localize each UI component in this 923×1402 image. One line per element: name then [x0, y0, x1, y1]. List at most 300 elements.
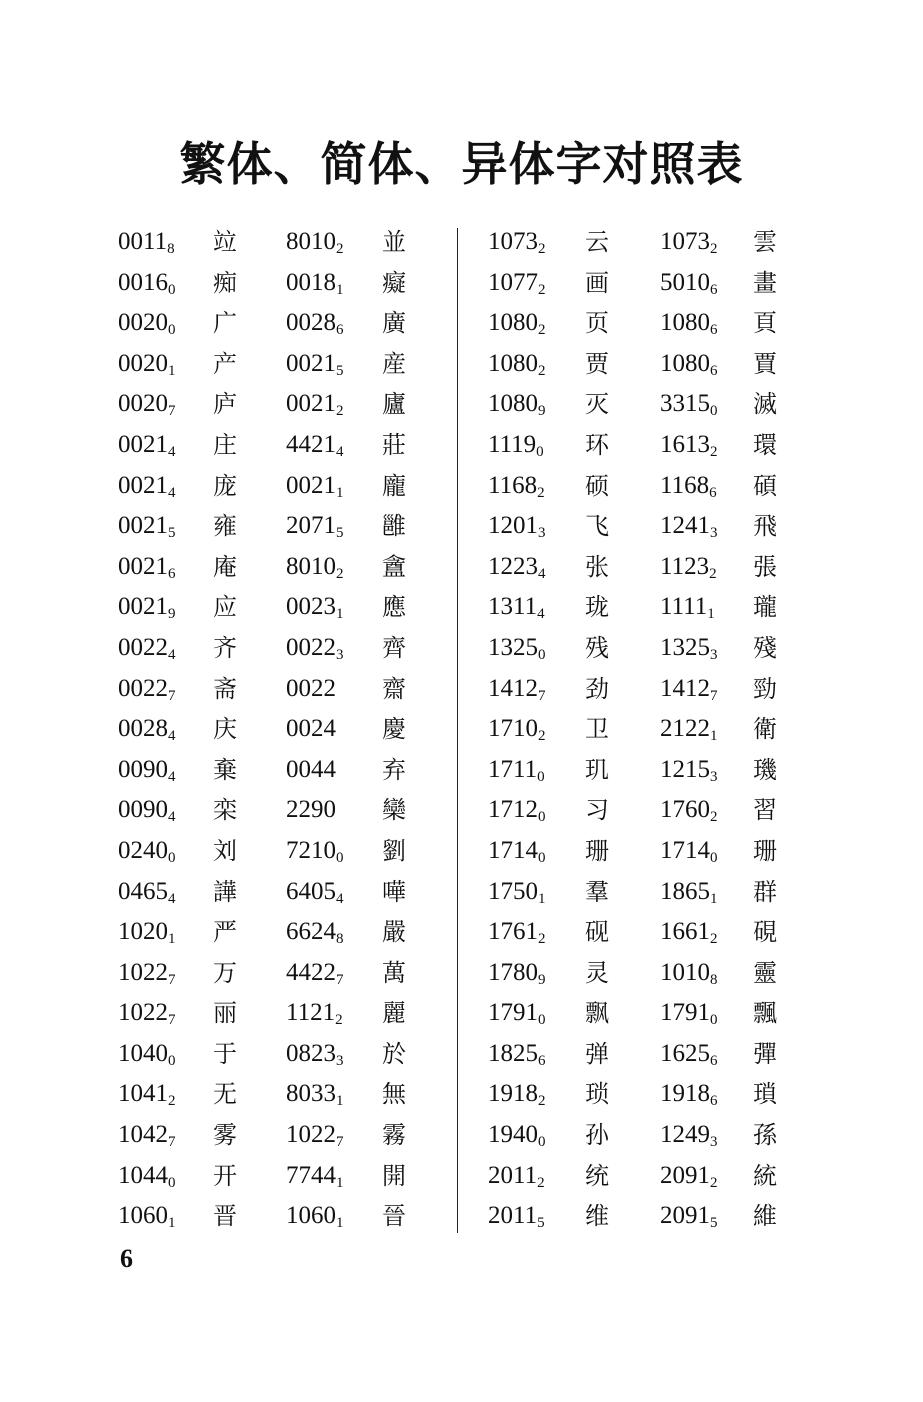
- four-corner-code: [660, 953, 718, 993]
- four-corner-code: [488, 1196, 545, 1236]
- code-digits: 1761: [488, 918, 538, 946]
- four-corner-code: [286, 790, 336, 830]
- hanzi-character: 維: [753, 1202, 777, 1231]
- four-corner-code: [488, 1034, 546, 1074]
- code-subscript: 0: [710, 1012, 718, 1029]
- code-digits: 1042: [118, 1121, 168, 1149]
- hanzi-character: 嚴: [382, 918, 406, 947]
- four-corner-code: [660, 669, 718, 709]
- four-corner-code: [286, 709, 336, 749]
- code-subscript: 4: [168, 484, 176, 501]
- hanzi-character: 开: [213, 1161, 237, 1190]
- four-corner-code: [286, 547, 344, 587]
- code-subscript: 4: [168, 768, 176, 785]
- table-row: [118, 466, 448, 507]
- hanzi-character: 畫: [753, 268, 777, 297]
- four-corner-code: [118, 1156, 176, 1196]
- table-row: [488, 669, 808, 710]
- hanzi-character: 劲: [585, 674, 609, 703]
- code-digits: 1223: [488, 552, 538, 580]
- code-subscript: 8: [336, 931, 344, 948]
- code-subscript: 6: [709, 484, 717, 501]
- code-subscript: 1: [336, 281, 344, 298]
- code-subscript: 9: [538, 403, 546, 420]
- code-subscript: 1: [336, 1093, 344, 1110]
- code-digits: 0011: [118, 228, 168, 255]
- code-digits: 1073: [660, 228, 710, 255]
- table-row: [118, 1074, 448, 1115]
- hanzi-character: 弹: [585, 1039, 609, 1068]
- four-corner-code: [118, 547, 176, 587]
- table-right-half: [488, 222, 808, 1237]
- hanzi-character: 斋: [213, 674, 237, 703]
- code-digits: 1201: [488, 512, 538, 540]
- four-corner-code: [488, 993, 546, 1033]
- hanzi-character: 晋: [213, 1202, 237, 1231]
- code-subscript: 0: [538, 646, 546, 663]
- code-subscript: 1: [168, 362, 176, 379]
- hanzi-character: 灵: [585, 958, 609, 987]
- code-subscript: 2: [336, 241, 344, 257]
- table-row: [118, 547, 448, 588]
- code-digits: 6405: [286, 877, 336, 905]
- code-subscript: 7: [336, 971, 344, 988]
- code-digits: 4421: [286, 430, 336, 458]
- code-digits: 1613: [660, 430, 710, 458]
- hanzi-character: 應: [382, 593, 406, 622]
- table-row: [118, 344, 448, 385]
- hanzi-character: 习: [585, 796, 609, 825]
- four-corner-code: [118, 222, 175, 262]
- hanzi-character: 譁: [213, 877, 237, 906]
- four-corner-code: [660, 709, 718, 749]
- hanzi-character: 雲: [753, 228, 777, 256]
- code-digits: 1791: [660, 999, 710, 1027]
- table-row: [118, 872, 448, 913]
- code-subscript: 4: [168, 646, 176, 663]
- table-row: [118, 953, 448, 994]
- code-subscript: 3: [538, 525, 546, 542]
- code-subscript: 2: [538, 362, 546, 379]
- code-digits: 0028: [286, 309, 336, 337]
- hanzi-character: 齋: [382, 674, 406, 703]
- hanzi-character: 瓏: [753, 593, 777, 622]
- hanzi-character: 盦: [382, 552, 406, 581]
- table-row: [118, 1115, 448, 1156]
- code-digits: 1325: [488, 633, 538, 661]
- table-row: [488, 263, 808, 304]
- hanzi-character: 癡: [382, 268, 406, 297]
- hanzi-character: 页: [585, 309, 609, 338]
- table-row: [488, 709, 808, 750]
- code-digits: 4422: [286, 958, 336, 986]
- hanzi-character: 於: [382, 1039, 406, 1068]
- hanzi-character: 羣: [585, 877, 609, 906]
- four-corner-code: [118, 303, 176, 343]
- four-corner-code: [118, 872, 176, 912]
- four-corner-code: [660, 303, 718, 343]
- four-corner-code: [118, 993, 176, 1033]
- hanzi-character: 萬: [382, 958, 406, 987]
- hanzi-character: 严: [213, 918, 237, 947]
- code-subscript: 5: [336, 525, 344, 542]
- code-digits: 0044: [286, 755, 336, 783]
- code-digits: 0022: [286, 674, 336, 702]
- code-digits: 1325: [660, 633, 710, 661]
- four-corner-code: [286, 384, 344, 424]
- table-row: [488, 547, 808, 588]
- hanzi-character: 飛: [753, 512, 777, 541]
- hanzi-character: 張: [753, 552, 777, 581]
- code-digits: 7210: [286, 836, 336, 864]
- code-digits: 1865: [660, 877, 710, 905]
- hanzi-character: 劉: [382, 836, 406, 865]
- code-digits: 1080: [660, 309, 710, 337]
- hanzi-character: 嘩: [382, 877, 406, 906]
- table-row: [488, 953, 808, 994]
- hanzi-character: 栾: [213, 796, 237, 825]
- code-digits: 8010: [286, 552, 336, 580]
- code-digits: 0021: [118, 552, 168, 580]
- four-corner-code: [660, 1115, 718, 1155]
- code-digits: 1111: [660, 593, 708, 621]
- four-corner-code: [488, 466, 545, 506]
- code-subscript: 3: [710, 525, 718, 542]
- four-corner-code: [488, 628, 546, 668]
- four-corner-code: [488, 912, 546, 952]
- code-subscript: 7: [168, 1134, 176, 1151]
- hanzi-character: 刘: [213, 836, 237, 865]
- four-corner-code: [660, 1196, 718, 1236]
- code-digits: 2290: [286, 796, 336, 824]
- code-digits: 1123: [660, 552, 710, 580]
- code-subscript: 0: [168, 849, 176, 866]
- code-digits: 1077: [488, 268, 538, 296]
- four-corner-code: [118, 628, 176, 668]
- four-corner-code: [118, 709, 176, 749]
- hanzi-character: 珊: [585, 836, 609, 865]
- hanzi-character: 莊: [382, 430, 406, 459]
- code-digits: 1080: [488, 390, 538, 418]
- code-digits: 1080: [660, 349, 710, 377]
- code-digits: 1119: [488, 430, 537, 458]
- code-subscript: 4: [336, 443, 344, 460]
- four-corner-code: [488, 953, 546, 993]
- hanzi-character: 晉: [382, 1202, 406, 1231]
- four-corner-code: [488, 587, 545, 627]
- four-corner-code: [118, 425, 176, 465]
- code-subscript: 4: [168, 809, 176, 826]
- code-digits: 0028: [118, 715, 168, 743]
- hanzi-character: 麗: [382, 999, 406, 1028]
- hanzi-character: 碩: [753, 471, 777, 500]
- four-corner-code: [660, 1074, 718, 1114]
- four-corner-code: [118, 790, 176, 830]
- code-digits: 1780: [488, 958, 538, 986]
- hanzi-character: 庄: [213, 430, 237, 459]
- four-corner-code: [118, 1034, 176, 1074]
- hanzi-character: 慶: [382, 715, 406, 744]
- code-subscript: 3: [336, 1052, 344, 1069]
- table-row: [488, 344, 808, 385]
- code-subscript: 6: [710, 281, 718, 298]
- code-subscript: 2: [538, 728, 546, 745]
- four-corner-code: [286, 669, 336, 709]
- four-corner-code: [660, 628, 718, 668]
- code-digits: 0016: [118, 268, 168, 296]
- hanzi-character: 並: [382, 228, 406, 256]
- table-row: [118, 222, 448, 263]
- four-corner-code: [488, 1074, 546, 1114]
- code-subscript: 3: [710, 646, 718, 663]
- four-corner-code: [488, 384, 546, 424]
- code-digits: 6624: [286, 918, 336, 946]
- code-digits: 0240: [118, 836, 168, 864]
- hanzi-character: 丽: [213, 999, 237, 1028]
- table-row: [118, 831, 448, 872]
- table-row: [118, 912, 448, 953]
- hanzi-character: 棄: [213, 755, 237, 784]
- hanzi-character: 卫: [585, 715, 609, 744]
- hanzi-character: 雝: [382, 512, 406, 541]
- code-subscript: 2: [335, 1012, 343, 1029]
- hanzi-character: 玑: [585, 755, 609, 784]
- code-subscript: 8: [710, 971, 718, 988]
- four-corner-code: [118, 669, 176, 709]
- four-corner-code: [118, 953, 176, 993]
- table-row: [488, 587, 808, 628]
- code-subscript: 0: [168, 1052, 176, 1069]
- code-digits: 0823: [286, 1039, 336, 1067]
- code-digits: 1711: [488, 755, 538, 783]
- code-digits: 1040: [118, 1039, 168, 1067]
- hanzi-character: 无: [213, 1080, 237, 1109]
- four-corner-code: [286, 953, 344, 993]
- hanzi-character: 画: [585, 268, 609, 297]
- four-corner-code: [286, 303, 344, 343]
- four-corner-code: [660, 587, 715, 627]
- table-row: [488, 506, 808, 547]
- table-row: [118, 303, 448, 344]
- code-digits: 1791: [488, 999, 538, 1027]
- hanzi-character: 彈: [753, 1039, 777, 1068]
- four-corner-code: [118, 506, 176, 546]
- page-number: 6: [120, 1244, 133, 1273]
- hanzi-character: 砚: [585, 918, 609, 947]
- hanzi-character: 弃: [382, 755, 406, 784]
- four-corner-code: [118, 384, 176, 424]
- code-subscript: 2: [710, 443, 718, 460]
- four-corner-code: [286, 506, 344, 546]
- code-digits: 1714: [488, 836, 538, 864]
- table-row: [118, 1156, 448, 1197]
- code-digits: 1060: [118, 1202, 168, 1230]
- hanzi-character: 孫: [753, 1121, 777, 1150]
- code-digits: 0022: [118, 674, 168, 702]
- four-corner-code: [286, 993, 343, 1033]
- column-divider: [457, 228, 458, 1233]
- four-corner-code: [488, 790, 546, 830]
- code-subscript: 9: [538, 971, 546, 988]
- code-subscript: 7: [168, 687, 176, 704]
- code-subscript: 0: [336, 849, 344, 866]
- code-subscript: 8: [167, 241, 175, 257]
- code-digits: 1041: [118, 1080, 168, 1108]
- hanzi-character: 珑: [585, 593, 609, 622]
- code-digits: 1044: [118, 1161, 168, 1189]
- four-corner-code: [488, 750, 545, 790]
- table-row: [118, 628, 448, 669]
- four-corner-code: [660, 912, 718, 952]
- four-corner-code: [488, 1156, 545, 1196]
- code-digits: 0023: [286, 593, 336, 621]
- four-corner-code: [118, 912, 176, 952]
- code-subscript: 3: [336, 646, 344, 663]
- code-digits: 0090: [118, 796, 168, 824]
- code-subscript: 2: [710, 1174, 718, 1191]
- code-digits: 0021: [286, 471, 336, 499]
- code-digits: 0021: [118, 512, 168, 540]
- code-digits: 1712: [488, 796, 538, 824]
- four-corner-code: [660, 790, 718, 830]
- code-subscript: 1: [168, 931, 176, 948]
- table-left-half: [118, 222, 448, 1237]
- hanzi-character: 硕: [585, 471, 609, 500]
- code-digits: 1121: [286, 999, 336, 1027]
- hanzi-character: 琐: [585, 1080, 609, 1109]
- code-subscript: 6: [168, 565, 176, 582]
- hanzi-character: 廣: [382, 309, 406, 338]
- code-subscript: 2: [537, 1174, 545, 1191]
- code-subscript: 0: [168, 281, 176, 298]
- table-row: [118, 993, 448, 1034]
- code-subscript: 1: [710, 890, 718, 907]
- code-digits: 0021: [118, 593, 168, 621]
- code-subscript: 5: [168, 525, 176, 542]
- code-subscript: 2: [538, 241, 546, 257]
- code-subscript: 1: [168, 1215, 176, 1232]
- code-subscript: 4: [168, 890, 176, 907]
- table-row: [488, 993, 808, 1034]
- four-corner-code: [660, 384, 718, 424]
- table-row: [488, 872, 808, 913]
- four-corner-code: [286, 263, 344, 303]
- code-digits: 1022: [118, 999, 168, 1027]
- code-digits: 1940: [488, 1121, 538, 1149]
- code-digits: 1918: [660, 1080, 710, 1108]
- code-digits: 1073: [488, 228, 538, 255]
- code-subscript: 2: [168, 1093, 176, 1110]
- hanzi-character: 霧: [382, 1121, 406, 1150]
- hanzi-character: 统: [585, 1161, 609, 1190]
- four-corner-code: [488, 425, 544, 465]
- table-row: [118, 1196, 448, 1237]
- four-corner-code: [286, 1156, 344, 1196]
- four-corner-code: [286, 872, 344, 912]
- four-corner-code: [488, 709, 546, 749]
- table-row: [488, 222, 808, 263]
- hanzi-character: 庐: [213, 390, 237, 419]
- code-subscript: 4: [538, 565, 546, 582]
- code-digits: 0020: [118, 309, 168, 337]
- table-row: [488, 384, 808, 425]
- hanzi-character: 殘: [753, 633, 777, 662]
- hanzi-character: 衛: [753, 715, 777, 744]
- code-subscript: 2: [336, 565, 344, 582]
- code-digits: 1241: [660, 512, 710, 540]
- code-digits: 0024: [286, 715, 336, 743]
- code-digits: 1022: [118, 958, 168, 986]
- table-row: [488, 425, 808, 466]
- code-subscript: 2: [709, 565, 717, 582]
- code-subscript: 7: [168, 1012, 176, 1029]
- code-subscript: 5: [710, 1215, 718, 1232]
- four-corner-code: [286, 1196, 344, 1236]
- hanzi-character: 雍: [213, 512, 237, 541]
- four-corner-code: [286, 1034, 344, 1074]
- hanzi-character: 维: [585, 1202, 609, 1231]
- code-digits: 1714: [660, 836, 710, 864]
- code-subscript: 3: [710, 1134, 718, 1151]
- four-corner-code: [660, 263, 718, 303]
- code-digits: 0021: [118, 430, 168, 458]
- code-subscript: 0: [538, 849, 546, 866]
- table-row: [488, 628, 808, 669]
- four-corner-code: [286, 1115, 344, 1155]
- hanzi-character: 应: [213, 593, 237, 622]
- code-subscript: 2: [538, 281, 546, 298]
- code-subscript: 0: [710, 403, 718, 420]
- hanzi-character: 璣: [753, 755, 777, 784]
- code-digits: 3315: [660, 390, 710, 418]
- code-digits: 1010: [660, 958, 710, 986]
- four-corner-code: [118, 1196, 176, 1236]
- four-corner-code: [660, 872, 718, 912]
- code-subscript: 4: [336, 890, 344, 907]
- code-digits: 1249: [660, 1121, 710, 1149]
- code-digits: 2011: [488, 1202, 538, 1230]
- four-corner-code: [118, 263, 176, 303]
- code-digits: 1168: [660, 471, 710, 499]
- code-digits: 8010: [286, 228, 336, 255]
- four-corner-code: [488, 263, 546, 303]
- code-subscript: 1: [538, 890, 546, 907]
- four-corner-code: [286, 222, 344, 262]
- code-digits: 0021: [286, 390, 336, 418]
- four-corner-code: [488, 1115, 546, 1155]
- hanzi-character: 滅: [753, 390, 777, 419]
- code-subscript: 1: [707, 606, 715, 623]
- code-subscript: 7: [336, 1134, 344, 1151]
- code-digits: 2011: [488, 1161, 538, 1189]
- code-subscript: 9: [168, 606, 176, 623]
- hanzi-character: 庵: [213, 552, 237, 581]
- code-subscript: 6: [538, 1052, 546, 1069]
- hanzi-character: 广: [213, 309, 237, 338]
- four-corner-code: [488, 669, 546, 709]
- hanzi-character: 珊: [753, 836, 777, 865]
- hanzi-character: 于: [213, 1039, 237, 1068]
- code-digits: 2122: [660, 715, 710, 743]
- four-corner-code: [488, 831, 546, 871]
- four-corner-code: [488, 506, 546, 546]
- table-row: [488, 750, 808, 791]
- code-subscript: 3: [710, 768, 718, 785]
- code-digits: 1412: [660, 674, 710, 702]
- code-subscript: 4: [168, 728, 176, 745]
- hanzi-character: 飘: [585, 999, 609, 1028]
- table-row: [488, 790, 808, 831]
